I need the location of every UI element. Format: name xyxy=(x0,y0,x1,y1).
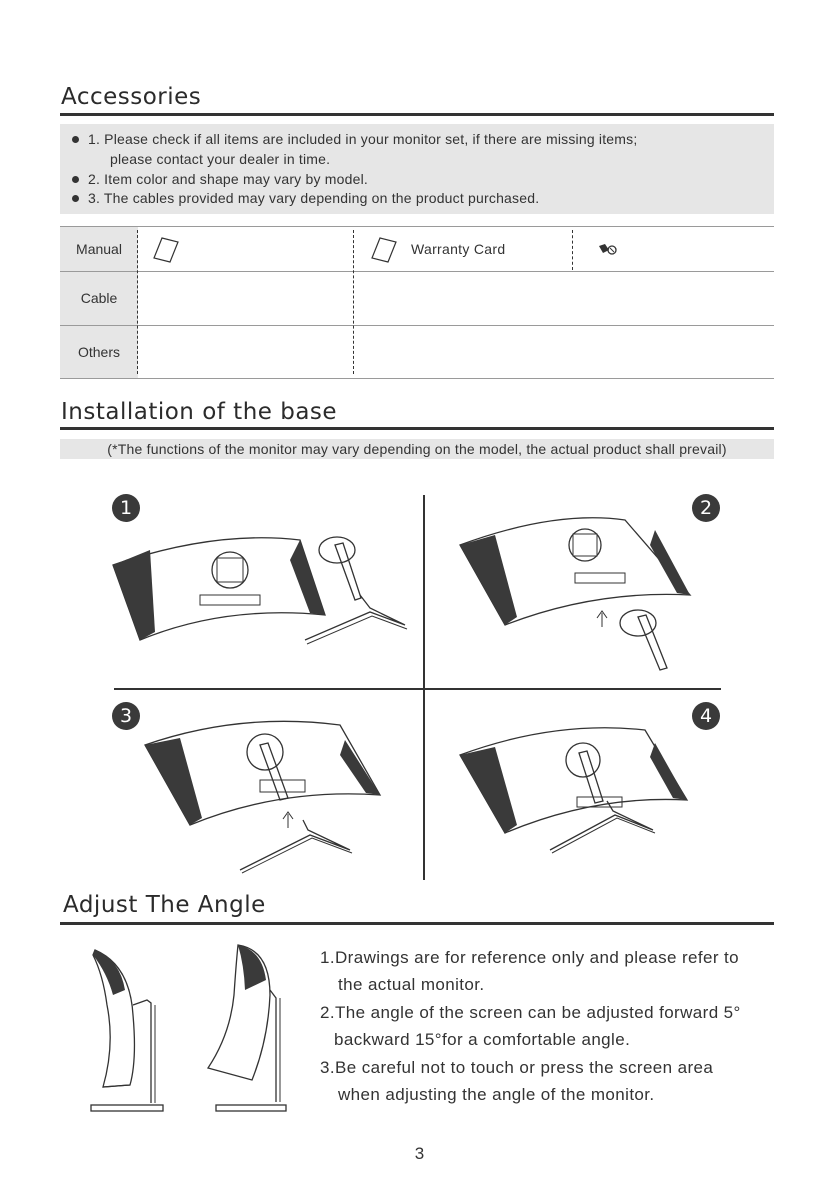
table-divider xyxy=(572,230,573,270)
step-1-illustration xyxy=(105,520,415,670)
bullet-icon xyxy=(72,176,79,183)
accessories-title: Accessories xyxy=(61,84,202,110)
note-1-text: 1. Please check if all items are included in your monitor set, if there are missing items; xyxy=(88,131,638,147)
note-2-text: 2. Item color and shape may vary by model. xyxy=(88,171,368,187)
angle-backward-illustration xyxy=(200,940,295,1115)
accessories-rule xyxy=(60,113,774,116)
table-border xyxy=(60,226,774,227)
table-border xyxy=(60,271,774,272)
table-border xyxy=(60,378,774,379)
angle-line-6: when adjusting the angle of the monitor. xyxy=(338,1085,655,1104)
table-divider xyxy=(353,230,354,374)
table-row-others-label: Others xyxy=(60,326,138,378)
note-1-cont: please contact your dealer in time. xyxy=(110,151,331,167)
angle-line-2: the actual monitor. xyxy=(338,975,485,994)
accessories-table xyxy=(60,226,774,378)
angle-line-5: 3.Be careful not to touch or press the screen area xyxy=(320,1058,714,1077)
step-3-badge: 3 xyxy=(112,702,140,730)
step-grid-horizontal xyxy=(114,688,721,690)
table-row-cable-label: Cable xyxy=(60,272,138,325)
step-3-illustration xyxy=(140,710,390,875)
note-1 xyxy=(72,131,637,147)
installation-note: (*The functions of the monitor may vary depending on the model, the actual product shall prevail) xyxy=(60,439,774,459)
step-1-badge: 1 xyxy=(112,494,140,522)
step-4-illustration xyxy=(455,715,695,855)
note-2 xyxy=(72,171,368,187)
page-number: 3 xyxy=(414,1144,425,1163)
step-4-badge: 4 xyxy=(692,702,720,730)
angle-line-3: 2.The angle of the screen can be adjusted forward 5° xyxy=(320,1003,741,1022)
manual-icon xyxy=(152,236,180,264)
table-divider xyxy=(137,230,138,374)
table-row-manual-label: Manual xyxy=(60,227,138,271)
angle-line-1: 1.Drawings are for reference only and please refer to xyxy=(320,948,740,967)
note-3-text: 3. The cables provided may vary depending on the product purchased. xyxy=(88,190,540,206)
bullet-icon xyxy=(72,136,79,143)
angle-title: Adjust The Angle xyxy=(63,892,266,918)
installation-rule xyxy=(60,427,774,430)
warranty-card-icon xyxy=(370,236,398,264)
screw-icon xyxy=(597,240,619,258)
step-2-badge: 2 xyxy=(692,494,720,522)
step-2-illustration xyxy=(455,505,695,675)
angle-line-4: backward 15°for a comfortable angle. xyxy=(334,1030,631,1049)
warranty-card-label: Warranty Card xyxy=(411,241,506,257)
bullet-icon xyxy=(72,195,79,202)
note-3 xyxy=(72,190,539,206)
table-border xyxy=(60,325,774,326)
accessories-notes xyxy=(60,124,774,214)
angle-forward-illustration xyxy=(85,945,170,1115)
angle-rule xyxy=(60,922,774,925)
installation-title: Installation of the base xyxy=(61,399,338,425)
